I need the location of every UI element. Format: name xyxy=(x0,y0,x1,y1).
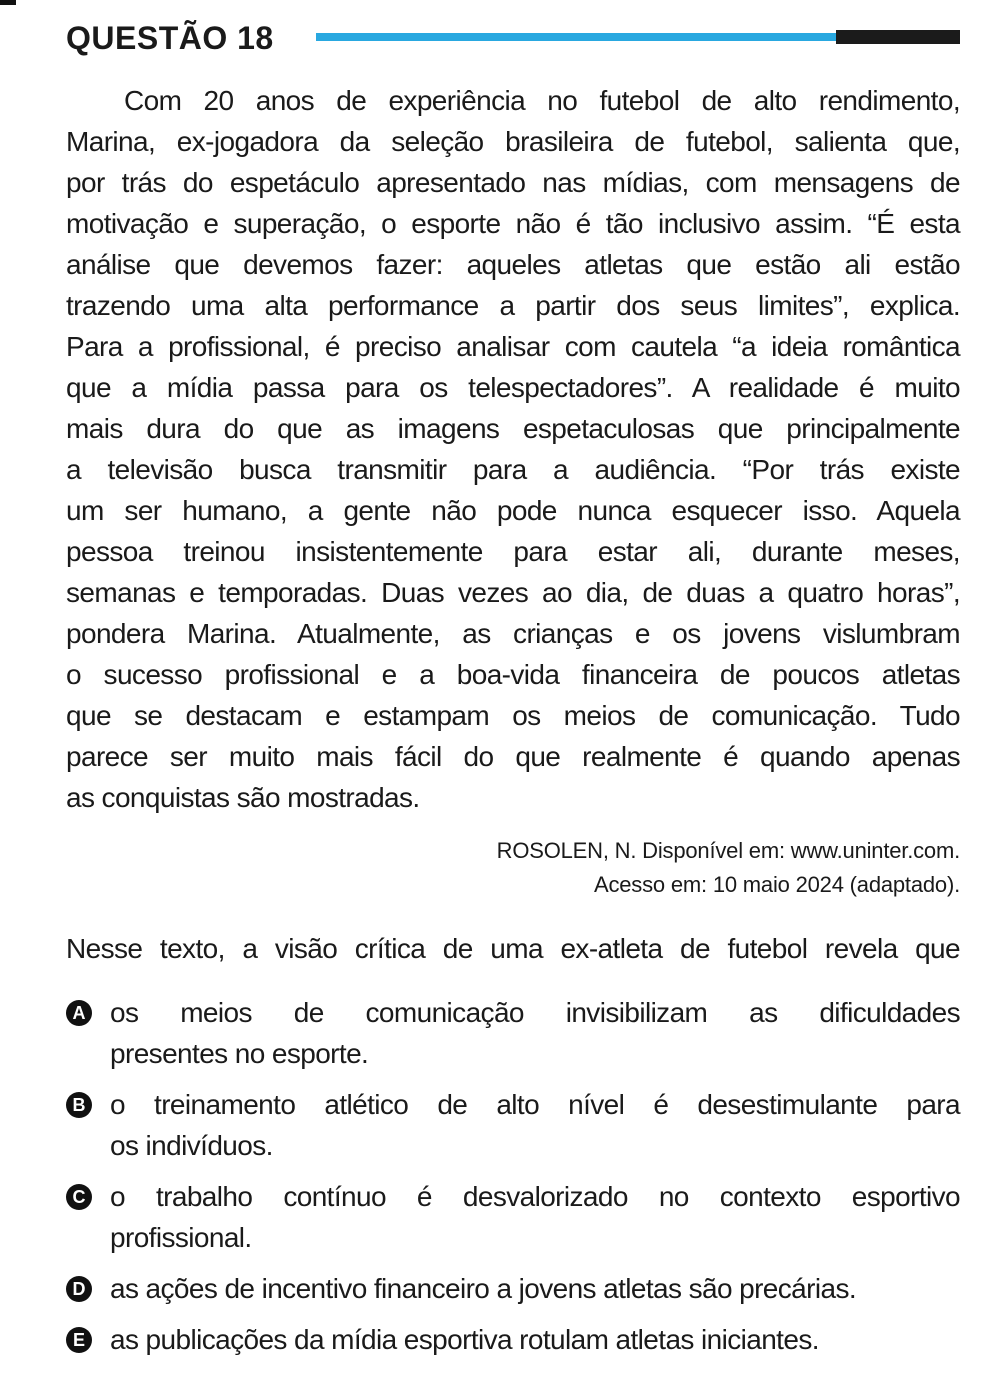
passage-line: o sucesso profissional e a boa-vida financeira de poucos atletas xyxy=(66,659,960,690)
question-header xyxy=(66,18,960,62)
passage-line: a televisão busca transmitir para a audiência. “Por trás existe xyxy=(66,454,960,485)
source-citation xyxy=(497,834,960,902)
answer-options xyxy=(66,992,960,1370)
source-line-2: Acesso em: 10 maio 2024 (adaptado). xyxy=(593,872,960,897)
passage-line: as conquistas são mostradas. xyxy=(66,782,420,813)
corner-mark xyxy=(0,0,16,5)
passage-line: por trás do espetáculo apresentado nas mídias, com mensagens de xyxy=(66,167,960,198)
header-rule xyxy=(316,30,960,44)
passage-line: Marina, ex-jogadora da seleção brasileira de futebol, salienta que, xyxy=(66,126,960,157)
option-a-text-line-2: presentes no esporte. xyxy=(110,1038,369,1069)
question-title: QUESTÃO 18 xyxy=(66,20,274,56)
passage-line: parece ser muito mais fácil do que realmente é quando apenas xyxy=(66,741,960,772)
passage-line: um ser humano, a gente não pode nunca esquecer isso. Aquela xyxy=(66,495,960,526)
source-line-1: ROSOLEN, N. Disponível em: www.uninter.com. xyxy=(496,838,960,863)
passage-line: mais dura do que as imagens espetaculosas que principalmente xyxy=(66,413,960,444)
passage-line: que se destacam e estampam os meios de comunicação. Tudo xyxy=(66,700,960,731)
header-rule-black xyxy=(836,30,960,44)
option-b-text-line-2: os indivíduos. xyxy=(110,1130,273,1161)
option-b-badge-icon: B xyxy=(66,1092,92,1118)
passage-line: trazendo uma alta performance a partir dos seus limites”, explica. xyxy=(66,290,960,321)
option-d-badge-icon: D xyxy=(66,1276,92,1302)
passage-line: motivação e superação, o esporte não é tão inclusivo assim. “É esta xyxy=(66,208,960,239)
option-b-text-line-1: o treinamento atlético de alto nível é desestimulante para xyxy=(110,1089,960,1120)
passage-line: Com 20 anos de experiência no futebol de alto rendimento, xyxy=(124,85,960,116)
option-c[interactable] xyxy=(66,1176,960,1258)
passage-line: análise que devemos fazer: aqueles atletas que estão ali estão xyxy=(66,249,960,280)
option-e-badge-icon: E xyxy=(66,1327,92,1353)
option-e[interactable] xyxy=(66,1319,960,1360)
passage-line: semanas e temporadas. Duas vezes ao dia, de duas a quatro horas”, xyxy=(66,577,960,608)
option-a[interactable] xyxy=(66,992,960,1074)
option-e-text-line-1: as publicações da mídia esportiva rotulam atletas iniciantes. xyxy=(110,1324,819,1355)
header-rule-blue xyxy=(316,33,836,41)
option-a-text-line-1: os meios de comunicação invisibilizam as dificuldades xyxy=(110,997,960,1028)
option-d-text-line-1: as ações de incentivo financeiro a jovens atletas são precárias. xyxy=(110,1273,857,1304)
option-c-badge-icon: C xyxy=(66,1184,92,1210)
passage-line: que a mídia passa para os telespectadores”. A realidade é muito xyxy=(66,372,960,403)
option-c-text-line-1: o trabalho contínuo é desvalorizado no contexto esportivo xyxy=(110,1181,960,1212)
passage-line: pessoa treinou insistentemente para estar ali, durante meses, xyxy=(66,536,960,567)
passage-line: Para a profissional, é preciso analisar com cautela “a ideia romântica xyxy=(66,331,960,362)
passage-line: pondera Marina. Atualmente, as crianças e os jovens vislumbram xyxy=(66,618,960,649)
option-a-badge-icon: A xyxy=(66,1000,92,1026)
passage xyxy=(66,80,960,818)
option-c-text-line-2: profissional. xyxy=(110,1222,252,1253)
option-d[interactable] xyxy=(66,1268,960,1309)
option-b[interactable] xyxy=(66,1084,960,1166)
question-stem: Nesse texto, a visão crítica de uma ex-atleta de futebol revela que xyxy=(66,933,960,964)
